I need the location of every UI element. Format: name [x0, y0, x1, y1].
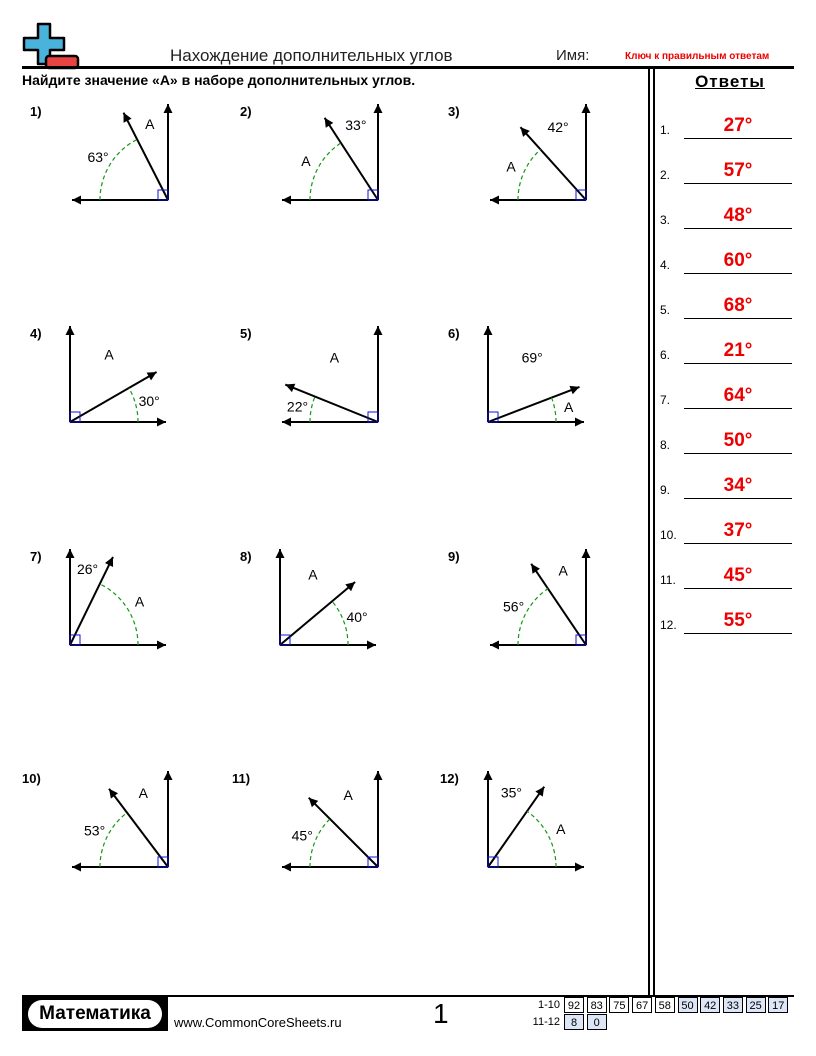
answer-value: 68°: [723, 295, 753, 316]
answer-row: [660, 158, 792, 184]
problem-7: [22, 545, 232, 685]
horizontal-angle-label: 40°: [346, 608, 368, 625]
arrowhead-icon: [490, 641, 499, 650]
problem-9: [440, 545, 650, 685]
angle-diagram: [22, 322, 232, 462]
answer-line: [684, 228, 792, 229]
problem-number: 3): [448, 104, 460, 119]
answer-line: [684, 273, 792, 274]
answer-value: 60°: [723, 250, 753, 271]
score-row-label: 1-10: [537, 999, 560, 1011]
answer-value: 37°: [723, 520, 753, 541]
arrowhead-icon: [66, 549, 75, 558]
arrowhead-icon: [531, 564, 540, 574]
arrowhead-icon: [575, 418, 584, 427]
score-cell: 58: [655, 997, 675, 1013]
vertical-angle-label: A: [343, 786, 353, 803]
score-cell: 17: [768, 997, 788, 1013]
vertical-angle-label: A: [329, 349, 340, 366]
problem-10: [22, 767, 232, 907]
answers-title: Ответы: [695, 72, 765, 91]
vertical-angle-label: A: [104, 346, 114, 363]
arrowhead-icon: [72, 863, 81, 872]
answer-line: [684, 453, 792, 454]
vertical-angle-label: A: [558, 562, 568, 579]
arrowhead-icon: [484, 326, 493, 335]
arrowhead-icon: [582, 104, 591, 113]
arrowhead-icon: [374, 771, 383, 780]
answer-row: [660, 293, 792, 319]
answer-number: 6.: [660, 348, 671, 362]
angle-diagram: [22, 100, 232, 240]
name-label: Имя:: [556, 47, 590, 64]
problem-number: 2): [240, 104, 252, 119]
score-cell: 67: [632, 997, 652, 1013]
answer-column-divider: [653, 66, 655, 996]
score-cell: 25: [746, 997, 766, 1013]
score-cell: 42: [700, 997, 720, 1013]
arrowhead-icon: [66, 326, 75, 335]
answer-row: [660, 113, 792, 139]
answer-line: [684, 318, 792, 319]
angle-diagram: [232, 545, 442, 685]
problem-number: 10): [22, 771, 41, 786]
page-number: 1: [433, 998, 449, 1029]
vertical-angle-label: 35°: [500, 784, 523, 801]
vertical-angle-label: 69°: [521, 349, 543, 366]
angle-diagram: [440, 100, 650, 240]
arrowhead-icon: [72, 196, 81, 205]
problem-8: [232, 545, 442, 685]
answer-key-label: Ключ к правильным ответам: [625, 51, 770, 62]
header-divider: [22, 66, 794, 69]
problem-5: [232, 322, 442, 462]
angle-diagram: [440, 322, 650, 462]
logo-plus-minus-icon: [22, 22, 82, 72]
arrowhead-icon: [282, 418, 291, 427]
angle-arc: [310, 143, 341, 200]
horizontal-angle-label: A: [506, 158, 516, 175]
answer-line: [684, 633, 792, 634]
answer-row: [660, 473, 792, 499]
angle-arc: [310, 397, 315, 422]
arrowhead-icon: [164, 771, 173, 780]
answer-value: 48°: [723, 205, 753, 226]
answer-value: 34°: [723, 475, 753, 496]
answer-row: [660, 383, 792, 409]
arrowhead-icon: [282, 863, 291, 872]
problem-number: 5): [240, 326, 252, 341]
arrowhead-icon: [367, 641, 376, 650]
answer-number: 3.: [660, 213, 671, 227]
score-cell: 75: [609, 997, 629, 1013]
score-cell: 8: [564, 1014, 584, 1030]
angle-arc: [100, 813, 127, 867]
arrowhead-icon: [282, 196, 291, 205]
horizontal-angle-label: 56°: [503, 598, 525, 615]
answer-number: 11.: [660, 573, 676, 587]
arrowhead-icon: [276, 549, 285, 558]
problem-4: [22, 322, 232, 462]
answer-row: [660, 203, 792, 229]
problem-number: 7): [30, 549, 42, 564]
problem-number: 8): [240, 549, 252, 564]
angle-diagram: [22, 767, 232, 907]
answer-row: [660, 608, 792, 634]
answer-number: 8.: [660, 438, 671, 452]
site-url: www.CommonCoreSheets.ru: [174, 1015, 342, 1030]
angle-ray: [520, 127, 586, 200]
problem-number: 6): [448, 326, 460, 341]
answer-number: 12.: [660, 618, 677, 632]
answer-row: [660, 563, 792, 589]
arrowhead-icon: [164, 104, 173, 113]
vertical-angle-label: A: [308, 566, 318, 583]
angle-ray: [280, 582, 355, 645]
answer-value: 55°: [723, 610, 753, 631]
answer-row: [660, 518, 792, 544]
problem-3: [440, 100, 650, 240]
angle-arc: [129, 388, 138, 422]
angle-arc: [100, 584, 138, 645]
angle-diagram: [232, 100, 442, 240]
answer-value: 57°: [723, 160, 753, 181]
vertical-angle-label: 26°: [76, 560, 99, 577]
score-cell: 83: [587, 997, 607, 1013]
arrowhead-icon: [484, 771, 493, 780]
problem-11: [232, 767, 442, 907]
answer-line: [684, 138, 792, 139]
horizontal-angle-label: 45°: [291, 827, 313, 844]
answer-row: [660, 248, 792, 274]
arrowhead-icon: [374, 326, 383, 335]
vertical-angle-label: 33°: [345, 117, 367, 134]
answer-value: 45°: [723, 565, 753, 586]
answer-line: [684, 408, 792, 409]
answer-value: 64°: [723, 385, 753, 406]
angle-arc: [527, 811, 556, 867]
problem-number: 11): [232, 771, 251, 786]
answer-number: 5.: [660, 303, 671, 317]
answer-value: 50°: [723, 430, 753, 451]
answer-value: 27°: [723, 115, 753, 136]
answer-number: 7.: [660, 393, 671, 407]
instructions: Найдите значение «A» в наборе дополнительных углов.: [22, 72, 416, 88]
arrowhead-icon: [109, 789, 118, 799]
horizontal-angle-label: 30°: [138, 392, 160, 409]
arrowhead-icon: [575, 863, 584, 872]
arrowhead-icon: [374, 104, 383, 113]
vertical-angle-label: A: [145, 116, 155, 133]
problem-number: 1): [30, 104, 42, 119]
angle-diagram: [440, 545, 650, 685]
answer-number: 10.: [660, 528, 677, 542]
answer-row: [660, 428, 792, 454]
angle-arc: [518, 589, 548, 645]
score-cell: 0: [587, 1014, 607, 1030]
score-row-label: 11-12: [532, 1016, 560, 1028]
arrowhead-icon: [535, 787, 544, 797]
horizontal-angle-label: A: [134, 593, 145, 610]
answer-row: [660, 338, 792, 364]
answer-line: [684, 588, 792, 589]
angle-diagram: [232, 767, 442, 907]
answer-line: [684, 183, 792, 184]
answer-line: [684, 498, 792, 499]
arrowhead-icon: [157, 641, 166, 650]
score-cell: 92: [564, 997, 584, 1013]
problem-number: 9): [448, 549, 460, 564]
angle-arc: [310, 819, 330, 867]
horizontal-angle-label: 63°: [87, 149, 109, 166]
answer-number: 1.: [660, 123, 671, 137]
angle-diagram: [232, 322, 442, 462]
answer-line: [684, 543, 792, 544]
problem-1: [22, 100, 232, 240]
arrowhead-icon: [490, 196, 499, 205]
score-cell: 50: [678, 997, 698, 1013]
problem-number: 12): [440, 771, 459, 786]
answer-number: 2.: [660, 168, 671, 182]
answer-number: 9.: [660, 483, 671, 497]
brand-label: Математика: [28, 1000, 162, 1028]
angle-diagram: [440, 767, 650, 907]
horizontal-angle-label: A: [301, 152, 311, 169]
problem-2: [232, 100, 442, 240]
problem-number: 4): [30, 326, 42, 341]
worksheet-title: Нахождение дополнительных углов: [170, 46, 453, 65]
horizontal-angle-label: 53°: [84, 822, 106, 839]
vertical-angle-label: 42°: [547, 119, 569, 136]
score-cell: 33: [723, 997, 743, 1013]
problem-6: [440, 322, 650, 462]
problem-12: [440, 767, 650, 907]
horizontal-angle-label: A: [556, 821, 566, 838]
horizontal-angle-label: 22°: [286, 398, 309, 415]
arrowhead-icon: [157, 418, 166, 427]
answer-value: 21°: [723, 340, 753, 361]
angle-arc: [518, 149, 540, 200]
answer-line: [684, 363, 792, 364]
vertical-angle-label: A: [138, 785, 148, 802]
horizontal-angle-label: A: [563, 399, 574, 416]
angle-diagram: [22, 545, 232, 685]
answer-number: 4.: [660, 258, 671, 272]
angle-arc: [551, 398, 556, 422]
arrowhead-icon: [582, 549, 591, 558]
